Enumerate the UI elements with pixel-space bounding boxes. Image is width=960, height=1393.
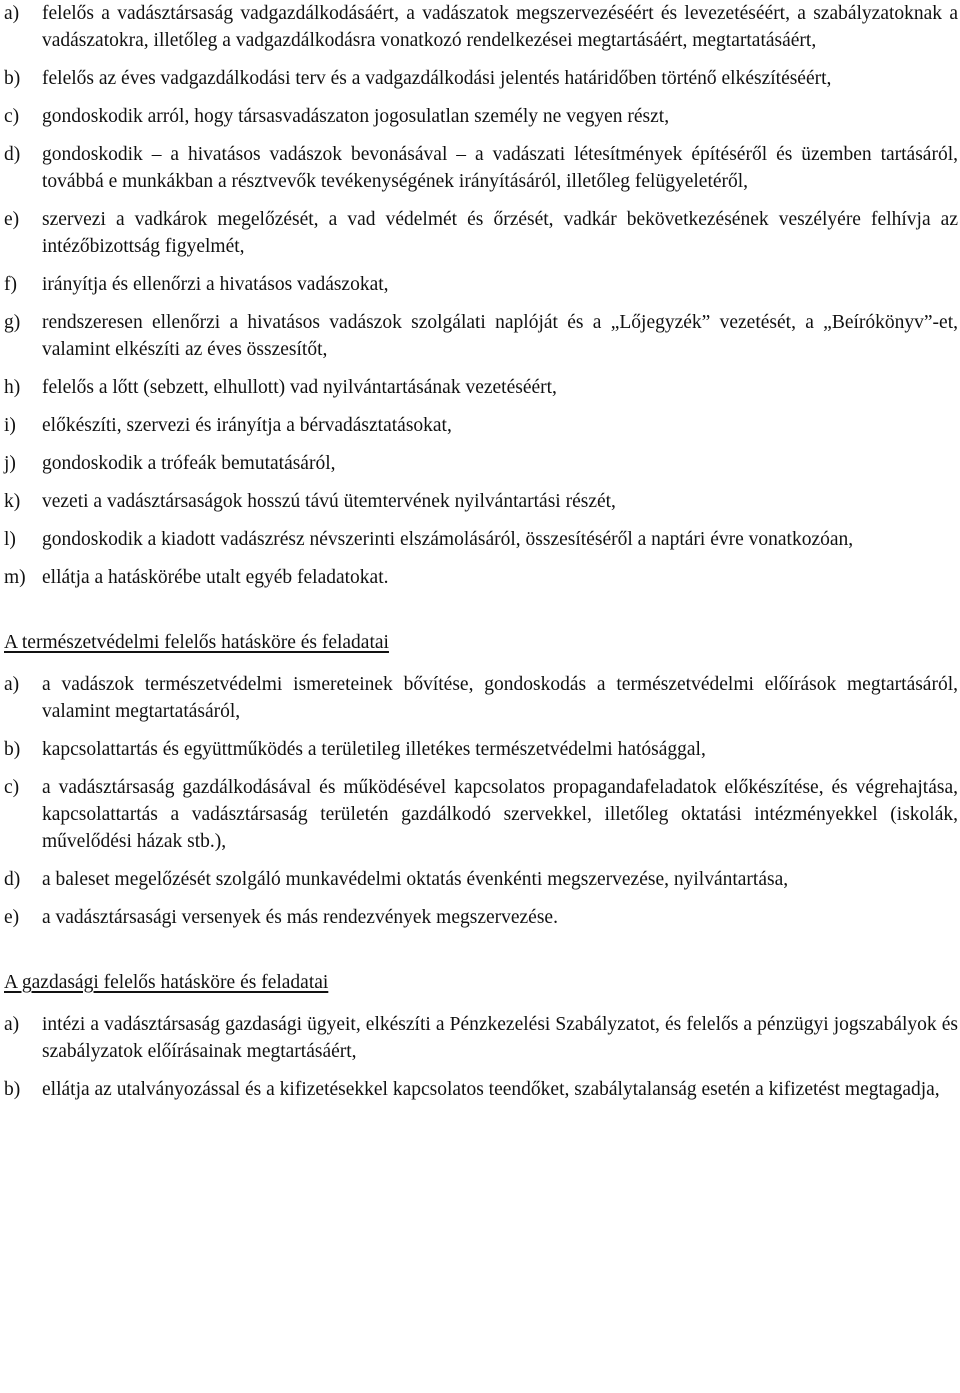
list-marker: d) (4, 869, 21, 890)
duties-list-section (4, 0, 958, 591)
list-marker: j) (4, 453, 16, 474)
section-heading: A természetvédelmi felelős hatásköre és feladatai (4, 632, 389, 653)
list-item (4, 374, 958, 401)
list-item (4, 309, 958, 363)
list-marker: g) (4, 312, 21, 333)
list-item (4, 866, 958, 893)
list-marker: k) (4, 491, 21, 512)
list-item-text: ellátja az utalványozással és a kifizetésekkel kapcsolatos teendőket, szabálytalanság esetén a kifizetést megtagadja, (42, 1079, 940, 1100)
list-item-text: gondoskodik a trófeák bemutatásáról, (42, 453, 336, 474)
list-item-text: irányítja és ellenőrzi a hivatásos vadászokat, (42, 274, 389, 295)
list-item-text: a vadásztársasági versenyek és más rendezvények megszervezése. (42, 907, 558, 928)
list-item-text: előkészíti, szervezi és irányítja a bérvadásztatásokat, (42, 415, 452, 436)
list-item (4, 1076, 958, 1103)
list-item-text: felelős a vadásztársaság vadgazdálkodásáért, a vadászatok megszervezéséért és levezetéséért, a szabályzatoknak a vadászatokra, illetőleg a vadgazdálkodásra vonatkozó rendelkezései megtartásáért, megtartatásáért, (42, 3, 958, 51)
list-item (4, 1011, 958, 1065)
list-marker: b) (4, 739, 21, 760)
list-item (4, 450, 958, 477)
list-marker: l) (4, 529, 16, 550)
list-item-text: gondoskodik arról, hogy társasvadászaton jogosulatlan személy ne vegyen részt, (42, 106, 670, 127)
list-item-text: szervezi a vadkárok megelőzését, a vad védelmét és őrzését, vadkár bekövetkezésének veszélyére felhívja az intézőbizottság figyelmét, (42, 209, 958, 257)
list-item-text: gondoskodik a kiadott vadászrész névszerinti elszámolásáról, összesítéséről a naptári évre vonatkozóan, (42, 529, 854, 550)
list-item (4, 141, 958, 195)
list-item-text: a vadászok természetvédelmi ismereteinek bővítése, gondoskodás a természetvédelmi előírások megtartásáról, valamint megtartatásáról, (42, 674, 958, 722)
list-item (4, 736, 958, 763)
list-marker: a) (4, 674, 20, 695)
list-item (4, 564, 958, 591)
list-item-text: ellátja a hatáskörébe utalt egyéb feladatokat. (42, 567, 389, 588)
list-marker: d) (4, 144, 21, 165)
list-marker: h) (4, 377, 21, 398)
list-item-text: gondoskodik – a hivatásos vadászok bevonásával – a vadászati létesítmények építéséről és üzemben tartásáról, továbbá e munkákban a résztvevők tevékenységének irányításáról, illetőleg felügyeletéről, (42, 144, 958, 192)
list-item-text: a vadásztársaság gazdálkodásával és működésével kapcsolatos propagandafeladatok előkészítése, és végrehajtása, kapcsolattartás a vadásztársaság területén gazdálkodó szervekkel, illetőleg oktatási intézményekkel (iskolák, művelődési házak stb.), (42, 777, 958, 852)
list-marker: a) (4, 1014, 20, 1035)
nature-conservation-section (4, 629, 958, 931)
list-item-text: felelős az éves vadgazdálkodási terv és a vadgazdálkodási jelentés határidőben történő elkészítéséért, (42, 68, 832, 89)
list-item (4, 65, 958, 92)
economic-officer-section (4, 969, 958, 1103)
section-heading: A gazdasági felelős hatásköre és feladatai (4, 972, 329, 993)
list-item (4, 671, 958, 725)
list-item (4, 904, 958, 931)
list-item-text: intézi a vadásztársaság gazdasági ügyeit, elkészíti a Pénzkezelési Szabályzatot, és felelős a pénzügyi jogszabályok és szabályzatok előírásainak megtartásáért, (42, 1014, 958, 1062)
list-marker: b) (4, 68, 21, 89)
list-marker: c) (4, 106, 20, 127)
list-marker: i) (4, 415, 16, 436)
list-item-text: rendszeresen ellenőrzi a hivatásos vadászok szolgálati naplóját és a „Lőjegyzék” vezetését, a „Beírókönyv”-et, valamint elkészíti az éves összesítőt, (42, 312, 958, 360)
list-item (4, 774, 958, 855)
list-marker: e) (4, 907, 20, 928)
list-marker: c) (4, 777, 20, 798)
list-item (4, 271, 958, 298)
list-item-text: vezeti a vadásztársaságok hosszú távú ütemtervének nyilvántartási részét, (42, 491, 616, 512)
list-item (4, 206, 958, 260)
list-item-text: a baleset megelőzését szolgáló munkavédelmi oktatás évenkénti megszervezése, nyilvántartása, (42, 869, 789, 890)
list-item (4, 488, 958, 515)
list-item-text: kapcsolattartás és együttműködés a területileg illetékes természetvédelmi hatósággal, (42, 739, 706, 760)
list-marker: e) (4, 209, 20, 230)
list-marker: a) (4, 3, 20, 24)
list-item (4, 0, 958, 54)
list-item-text: felelős a lőtt (sebzett, elhullott) vad nyilvántartásának vezetéséért, (42, 377, 557, 398)
list-marker: b) (4, 1079, 21, 1100)
list-marker: m) (4, 567, 26, 588)
list-marker: f) (4, 274, 17, 295)
list-item (4, 412, 958, 439)
list-item (4, 526, 958, 553)
list-item (4, 103, 958, 130)
